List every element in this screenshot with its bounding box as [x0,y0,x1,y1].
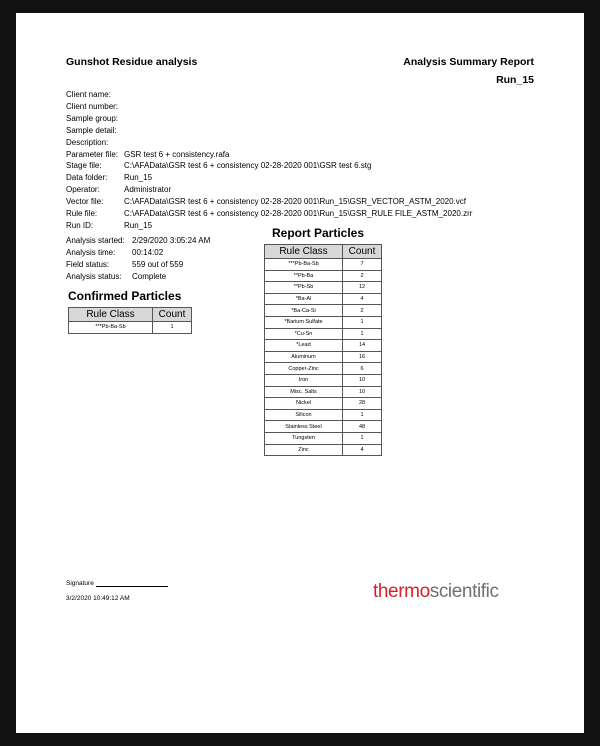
column-header: Rule Class [69,308,153,322]
metadata-value: C:\AFAData\GSR test 6 + consistency 02-28-2020 001\Run_15\GSR_RULE FILE_ASTM_2020.zrr [124,209,473,218]
rule-class-cell: ***Pb-Ba-Sb [69,322,153,334]
metadata-row [66,184,171,195]
rule-class-cell: Stainless Steel [265,421,343,433]
metadata-row [66,220,152,231]
metadata-value: C:\AFAData\GSR test 6 + consistency 02-28-2020 001\GSR test 6.stg [124,161,372,171]
status-value: 559 out of 559 [132,260,184,269]
column-header: Count [153,308,192,322]
metadata-label: Sample detail: [66,125,117,135]
rule-class-cell: *Ba-Al [265,293,343,305]
status-value: Complete [132,272,167,281]
metadata-row [66,160,371,171]
count-cell: 7 [343,259,382,271]
table-row [265,270,382,282]
metadata-value: GSR test 6 + consistency.rafa [124,149,230,159]
table-row [265,282,382,294]
status-row [66,271,166,282]
rule-class-cell: Aluminum [265,351,343,363]
metadata-label: Operator: [66,185,100,195]
metadata-label: Vector file: [66,197,104,207]
table-row [265,351,382,363]
signature-label: Signature [66,580,94,587]
rule-class-cell: Misc. Salts [265,386,343,398]
count-cell: 12 [343,282,382,294]
rule-class-cell: Iron [265,374,343,386]
count-cell: 2 [343,270,382,282]
rule-class-cell: Nickel [265,398,343,410]
table-row [265,316,382,328]
signature-field [66,580,168,587]
rule-class-cell: **Pb-Ba [265,270,343,282]
metadata-row [66,89,124,100]
metadata-row [66,137,124,148]
count-cell: 1 [343,432,382,444]
count-cell: 1 [343,328,382,340]
rule-class-cell: Zinc [265,444,343,456]
rule-class-cell: ***Pb-Ba-Sb [265,259,343,271]
table-row [265,409,382,421]
column-header: Rule Class [265,245,343,259]
confirmed-particles-title: Confirmed Particles [68,289,182,303]
metadata-row [66,113,124,124]
logo-text-thermo: thermo [373,581,430,602]
count-cell: 1 [343,316,382,328]
report-particles-table [264,244,382,456]
status-row [66,235,210,246]
metadata-row [66,208,472,219]
count-cell: 2 [343,305,382,317]
count-cell: 10 [343,374,382,386]
table-row [265,363,382,375]
summary-title: Analysis Summary Report [403,56,534,68]
signature-line [96,585,168,587]
count-cell: 28 [343,398,382,410]
logo-text-scientific: scientific [429,581,499,602]
count-cell: 4 [343,293,382,305]
metadata-label: Run ID: [66,220,94,230]
table-row [265,340,382,352]
report-timestamp: 3/2/2020 10:49:12 AM [66,595,130,602]
rule-class-cell: Silicon [265,409,343,421]
thermo-scientific-logo [373,581,499,603]
metadata-label: Client number: [66,101,119,111]
report-page [16,13,584,733]
report-particles-title: Report Particles [272,226,365,240]
table-row [265,444,382,456]
table-row [265,259,382,271]
status-value: 2/29/2020 3:05:24 AM [132,236,211,245]
count-cell: 14 [343,340,382,352]
metadata-label: Rule file: [66,209,98,218]
count-cell: 6 [343,363,382,375]
status-label: Field status: [66,260,110,269]
count-cell: 10 [343,386,382,398]
metadata-row [66,101,124,112]
table-row [265,398,382,410]
status-label: Analysis time: [66,248,116,257]
count-cell: 48 [343,421,382,433]
count-cell: 1 [343,409,382,421]
status-value: 00:14:02 [132,248,164,257]
status-row [66,259,183,270]
metadata-label: Data folder: [66,173,108,183]
metadata-row [66,172,152,183]
metadata-value: Run_15 [124,173,153,183]
metadata-label: Stage file: [66,161,102,171]
rule-class-cell: *Ba-Ca-Si [265,305,343,317]
table-row [265,305,382,317]
status-label: Analysis started: [66,236,125,245]
table-row [265,328,382,340]
table-row [69,322,192,334]
metadata-label: Parameter file: [66,149,119,159]
count-cell: 4 [343,444,382,456]
metadata-label: Description: [66,137,109,147]
column-header: Count [343,245,382,259]
count-cell: 1 [153,322,192,334]
rule-class-cell: Tungsten [265,432,343,444]
rule-class-cell: *Lead [265,340,343,352]
metadata-label: Sample group: [66,113,119,123]
rule-class-cell: *Barium Sulfate [265,316,343,328]
metadata-row [66,125,124,136]
table-row [265,386,382,398]
status-label: Analysis status: [66,272,122,281]
table-row [265,421,382,433]
report-title: Gunshot Residue analysis [66,56,198,68]
rule-class-cell: *Cu-Sn [265,328,343,340]
run-label: Run_15 [496,74,534,86]
table-row [265,293,382,305]
metadata-value: Run_15 [124,220,153,230]
metadata-value: C:\AFAData\GSR test 6 + consistency 02-28-2020 001\Run_15\GSR_VECTOR_ASTM_2020.vcf [124,197,467,207]
confirmed-particles-table [68,307,192,334]
metadata-row [66,149,229,160]
count-cell: 16 [343,351,382,363]
table-row [265,374,382,386]
metadata-value: Administrator [124,185,172,195]
rule-class-cell: Copper-Zinc [265,363,343,375]
rule-class-cell: **Pb-Sb [265,282,343,294]
metadata-label: Client name: [66,90,111,99]
status-row [66,247,163,258]
metadata-row [66,196,466,207]
table-row [265,432,382,444]
